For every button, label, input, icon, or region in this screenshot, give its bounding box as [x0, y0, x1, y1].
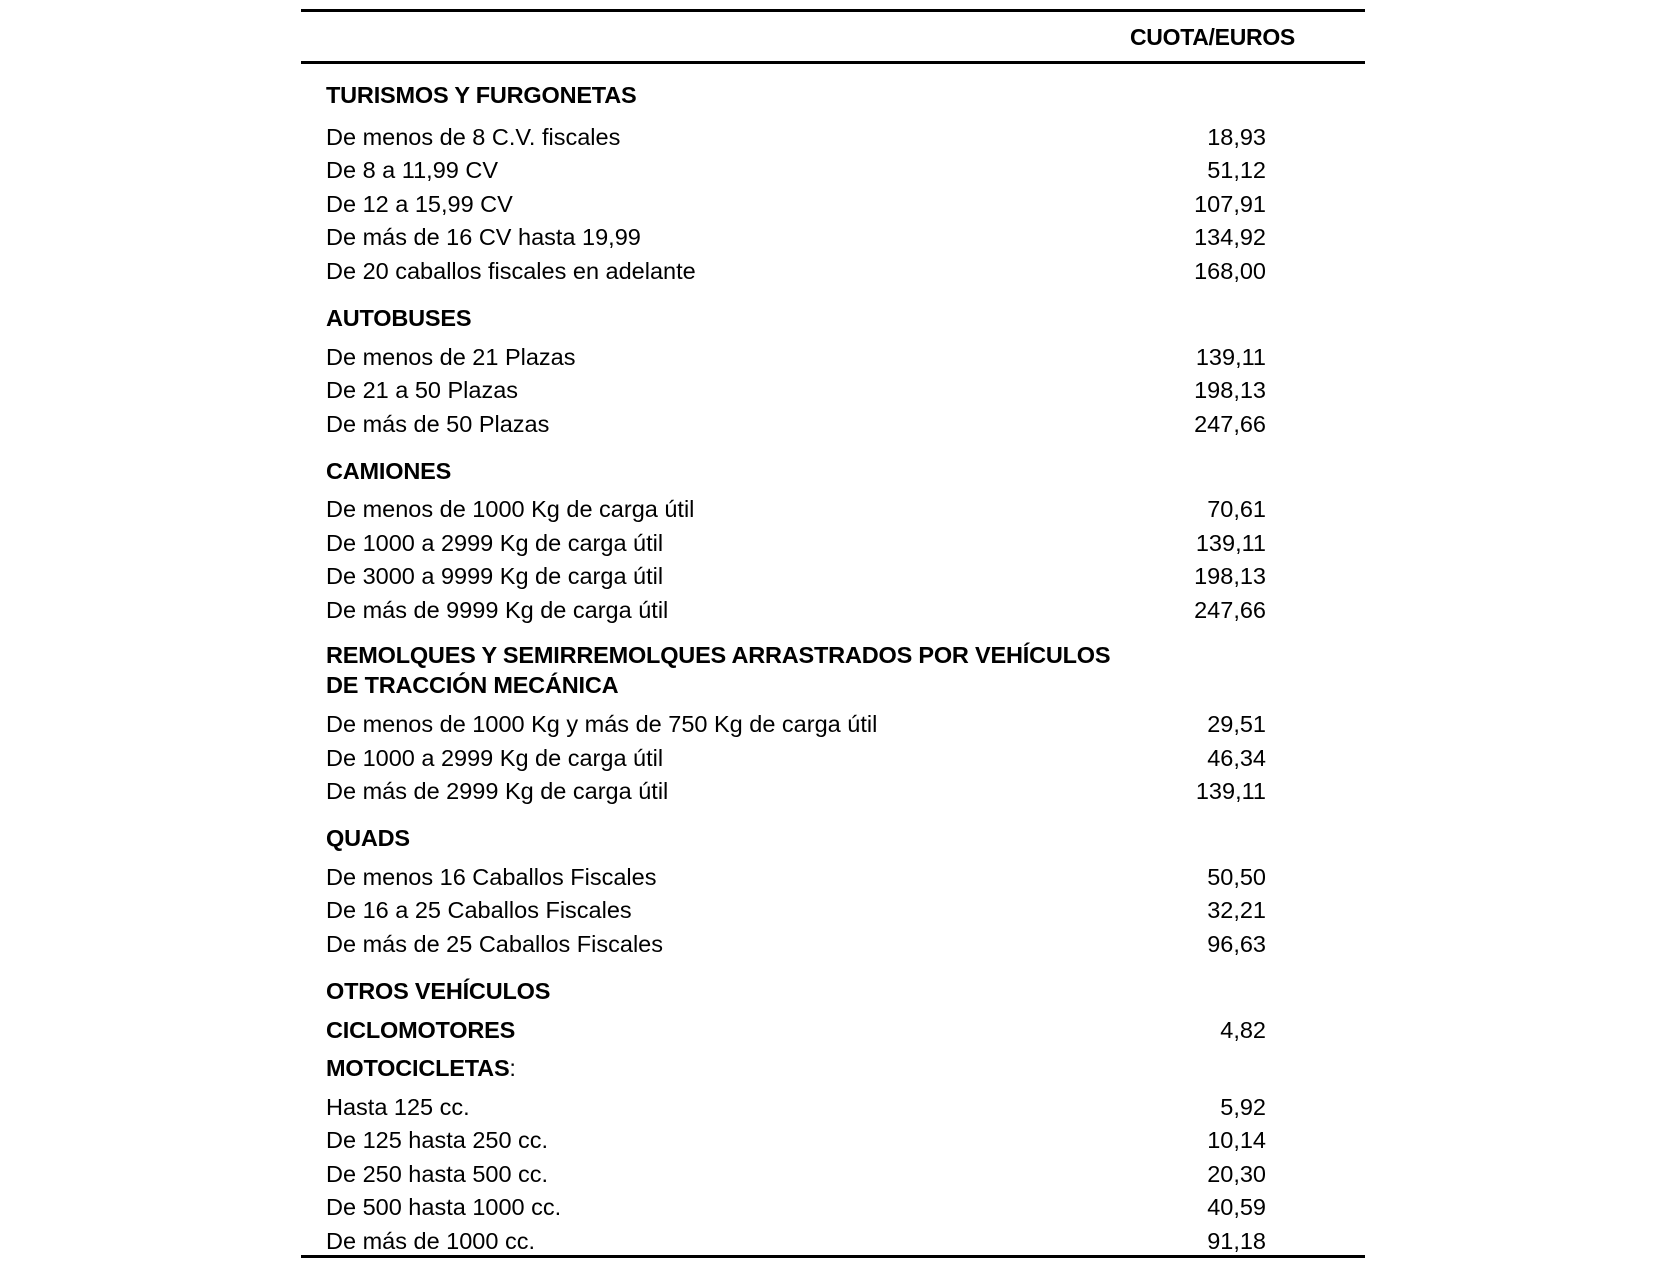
row-value: 5,92 [1220, 1094, 1266, 1120]
row-label: De más de 50 Plazas [326, 411, 550, 437]
subsection-title-motocicletas: MOTOCICLETAS: [326, 1055, 516, 1081]
row-value: 40,59 [1207, 1194, 1266, 1220]
row-label: De menos de 1000 Kg y más de 750 Kg de carga útil [326, 711, 878, 737]
row-label: De 8 a 11,99 CV [326, 157, 499, 183]
row-value: 46,34 [1207, 745, 1266, 771]
table-row [326, 894, 1266, 926]
row-value: 18,93 [1207, 124, 1266, 150]
row-value: 91,18 [1207, 1228, 1266, 1254]
row-label: De menos de 1000 Kg de carga útil [326, 496, 695, 522]
row-label: De 1000 a 2999 Kg de carga útil [326, 745, 664, 771]
row-label: De 500 hasta 1000 cc. [326, 1194, 562, 1220]
row-label: De 21 a 50 Plazas [326, 377, 519, 403]
table-row [326, 1225, 1266, 1257]
row-value: 4,82 [1220, 1017, 1266, 1043]
row-value: 70,61 [1207, 496, 1266, 522]
row-label: De más de 2999 Kg de carga útil [326, 778, 669, 804]
table-row [326, 1091, 1266, 1123]
table-row [326, 121, 1266, 153]
row-label: De más de 9999 Kg de carga útil [326, 597, 669, 623]
section-title-otros-vehiculos: OTROS VEHÍCULOS [326, 978, 551, 1004]
bottom-rule [301, 1255, 1365, 1258]
table-row [326, 341, 1266, 373]
table-row [326, 560, 1266, 592]
table-row [326, 154, 1266, 186]
row-value: 10,14 [1207, 1127, 1266, 1153]
row-label: De menos de 8 C.V. fiscales [326, 124, 621, 150]
row-value: 134,92 [1194, 224, 1266, 250]
column-header-cuota: CUOTA/EUROS [1130, 24, 1295, 50]
table-row-ciclomotores [326, 1014, 1266, 1046]
section-title-remolques-line1: REMOLQUES Y SEMIRREMOLQUES ARRASTRADOS POR VEHÍCULOS [326, 642, 1111, 668]
row-value: 168,00 [1194, 258, 1266, 284]
header-rule [301, 61, 1365, 64]
row-value: 247,66 [1194, 597, 1266, 623]
table-row [326, 221, 1266, 253]
row-label: De más de 25 Caballos Fiscales [326, 931, 663, 957]
table-row [326, 374, 1266, 406]
row-value: 51,12 [1207, 157, 1266, 183]
row-value: 139,11 [1195, 778, 1266, 804]
row-value: 198,13 [1194, 377, 1266, 403]
table-row [326, 861, 1266, 893]
row-value: 198,13 [1194, 563, 1266, 589]
row-label: De 12 a 15,99 CV [326, 191, 513, 217]
table-row [326, 527, 1266, 559]
row-label: De 1000 a 2999 Kg de carga útil [326, 530, 664, 556]
row-value: 20,30 [1207, 1161, 1266, 1187]
table-row [326, 1158, 1266, 1190]
row-label: De 20 caballos fiscales en adelante [326, 258, 696, 284]
section-title-quads: QUADS [326, 825, 410, 851]
row-value: 139,11 [1195, 530, 1266, 556]
row-value: 96,63 [1207, 931, 1266, 957]
row-value: 107,91 [1194, 191, 1266, 217]
table-row [326, 1191, 1266, 1223]
table-row [326, 188, 1266, 220]
row-label: Hasta 125 cc. [326, 1094, 470, 1120]
section-title-remolques-line2: DE TRACCIÓN MECÁNICA [326, 672, 619, 698]
table-row [326, 928, 1266, 960]
row-label: De 250 hasta 500 cc. [326, 1161, 549, 1187]
row-value: 139,11 [1195, 344, 1266, 370]
table-row [326, 408, 1266, 440]
row-label: CICLOMOTORES [326, 1017, 516, 1043]
row-label: De 16 a 25 Caballos Fiscales [326, 897, 632, 923]
row-label: De menos 16 Caballos Fiscales [326, 864, 657, 890]
top-rule [301, 9, 1365, 12]
row-value: 29,51 [1207, 711, 1266, 737]
table-row [326, 1124, 1266, 1156]
section-title-camiones: CAMIONES [326, 458, 452, 484]
table-row [326, 493, 1266, 525]
row-label: De 125 hasta 250 cc. [326, 1127, 549, 1153]
table-row [326, 255, 1266, 287]
row-value: 50,50 [1207, 864, 1266, 890]
row-value: 247,66 [1194, 411, 1266, 437]
section-title-turismos: TURISMOS Y FURGONETAS [326, 82, 637, 108]
row-value: 32,21 [1207, 897, 1266, 923]
table-row [326, 775, 1266, 807]
table-row [326, 742, 1266, 774]
section-title-autobuses: AUTOBUSES [326, 305, 472, 331]
row-label: De más de 1000 cc. [326, 1228, 535, 1254]
table-row [326, 594, 1266, 626]
table-row [326, 708, 1266, 740]
row-label: De menos de 21 Plazas [326, 344, 576, 370]
row-label: De más de 16 CV hasta 19,99 [326, 224, 641, 250]
row-label: De 3000 a 9999 Kg de carga útil [326, 563, 664, 589]
